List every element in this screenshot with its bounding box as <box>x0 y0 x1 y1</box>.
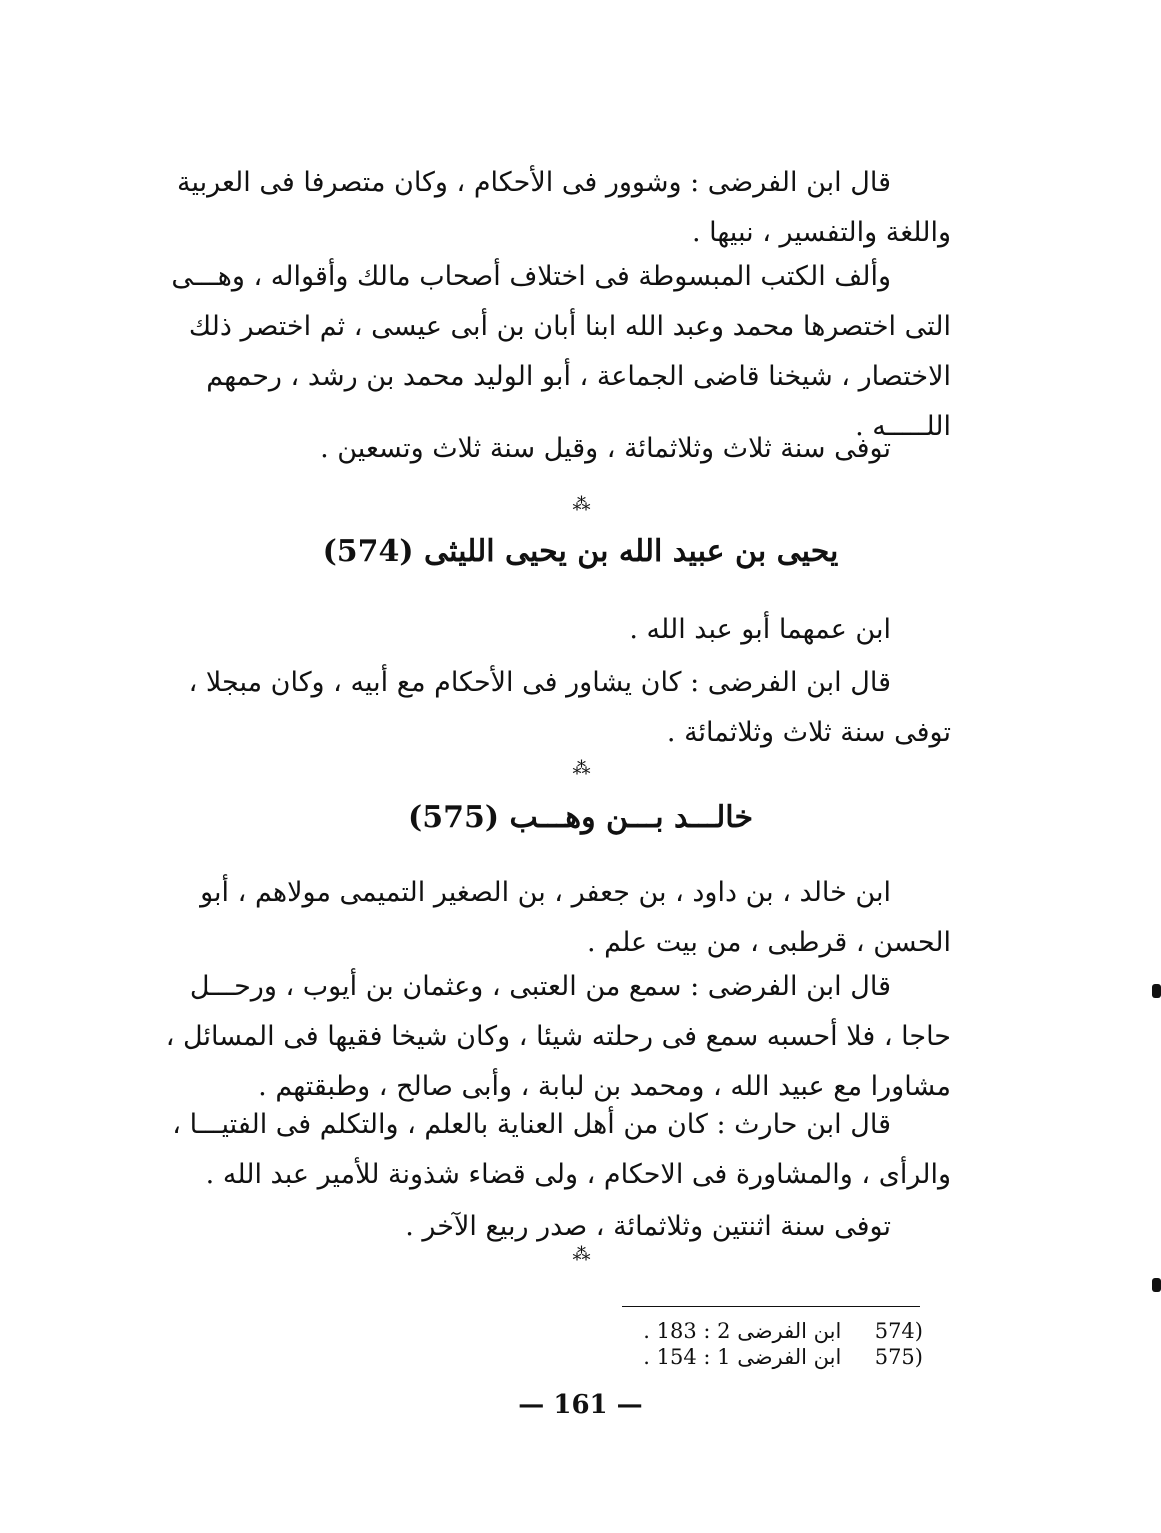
entry-heading-575: خالـــد بـــن وهـــب (575) <box>408 800 753 835</box>
footnote-rule <box>622 1306 920 1307</box>
text-line: قال ابن الفرضى : كان يشاور فى الأحكام مع أبيه ، وكان مبجلا ، <box>188 667 891 698</box>
text-line: حاجا ، فلا أحسبه سمع فى رحلته شيئا ، وكان شيخا فقيها فى المسائل ، <box>165 1021 951 1052</box>
entry-575-paragraph-4 <box>181 1202 951 1252</box>
text-line: والرأى ، والمشاورة فى الاحكام ، ولى قضاء شذونة للأمير عبد الله . <box>205 1159 951 1190</box>
text-line: قال ابن حارث : كان من أهل العناية بالعلم ، والتكلم فى الفتيـــا ، <box>172 1109 891 1140</box>
scan-mark <box>1152 984 1161 998</box>
footnote-text: ابن الفرضى 1 : 154 . <box>643 1345 842 1369</box>
text-line: الحسن ، قرطبى ، من بيت علم . <box>586 927 951 958</box>
text-line: توفى سنة ثلاث وثلاثمائة . <box>666 717 951 748</box>
text-line: واللغة والتفسير ، نبيها . <box>691 217 951 248</box>
footnote-575 <box>643 1344 923 1370</box>
section-separator: ⁂ <box>572 758 589 779</box>
section-separator: ⁂ <box>572 494 589 515</box>
text-line: ابن خالد ، بن داود ، بن جعفر ، بن الصغير التميمى مولاهم ، أبو <box>200 877 891 908</box>
text-line: قال ابن الفرضى : سمع من العتبى ، وعثمان بن أيوب ، ورحـــل <box>189 971 891 1002</box>
text-line: قال ابن الفرضى : وشوور فى الأحكام ، وكان متصرفا فى العربية <box>177 167 891 198</box>
text-line: ابن عمهما أبو عبد الله . <box>629 614 891 645</box>
section-separator: ⁂ <box>572 1244 589 1265</box>
entry-575-paragraph-2 <box>165 962 951 1112</box>
entry-575-paragraph-1 <box>181 868 951 968</box>
text-line: التى اختصرها محمد وعبد الله ابنا أبان بن أبى عيسى ، ثم اختصر ذلك <box>188 311 951 342</box>
footnote-number: (574 <box>874 1319 923 1343</box>
text-line: توفى سنة اثنتين وثلاثمائة ، صدر ربيع الآخر . <box>405 1211 891 1242</box>
footnote-number: (575 <box>874 1345 923 1369</box>
entry-heading-574: يحيى بن عبيد الله بن يحيى الليثى (574) <box>322 534 839 569</box>
text-line: توفى سنة ثلاث وثلاثمائة ، وقيل سنة ثلاث وتسعين . <box>320 433 891 464</box>
footnote-text: ابن الفرضى 2 : 183 . <box>643 1319 842 1343</box>
paragraph-death <box>181 424 951 474</box>
page-number: — 161 — <box>518 1390 643 1420</box>
text-line: اللـــــه . <box>855 411 951 442</box>
entry-574-paragraph-1 <box>181 605 951 655</box>
text-line: مشاورا مع عبيد الله ، ومحمد بن لبابة ، وأبى صالح ، وطبقتهم . <box>258 1071 951 1102</box>
paragraph-shura <box>177 158 951 258</box>
text-line: وألف الكتب المبسوطة فى اختلاف أصحاب مالك وأقواله ، وهـــى <box>171 261 891 292</box>
entry-575-paragraph-3 <box>172 1100 951 1200</box>
paragraph-books <box>171 252 951 452</box>
entry-574-paragraph-2 <box>181 658 951 758</box>
scan-mark <box>1152 1278 1161 1292</box>
footnote-574 <box>643 1318 923 1344</box>
text-line: الاختصار ، شيخنا قاضى الجماعة ، أبو الوليد محمد بن رشد ، رحمهم <box>206 361 951 392</box>
